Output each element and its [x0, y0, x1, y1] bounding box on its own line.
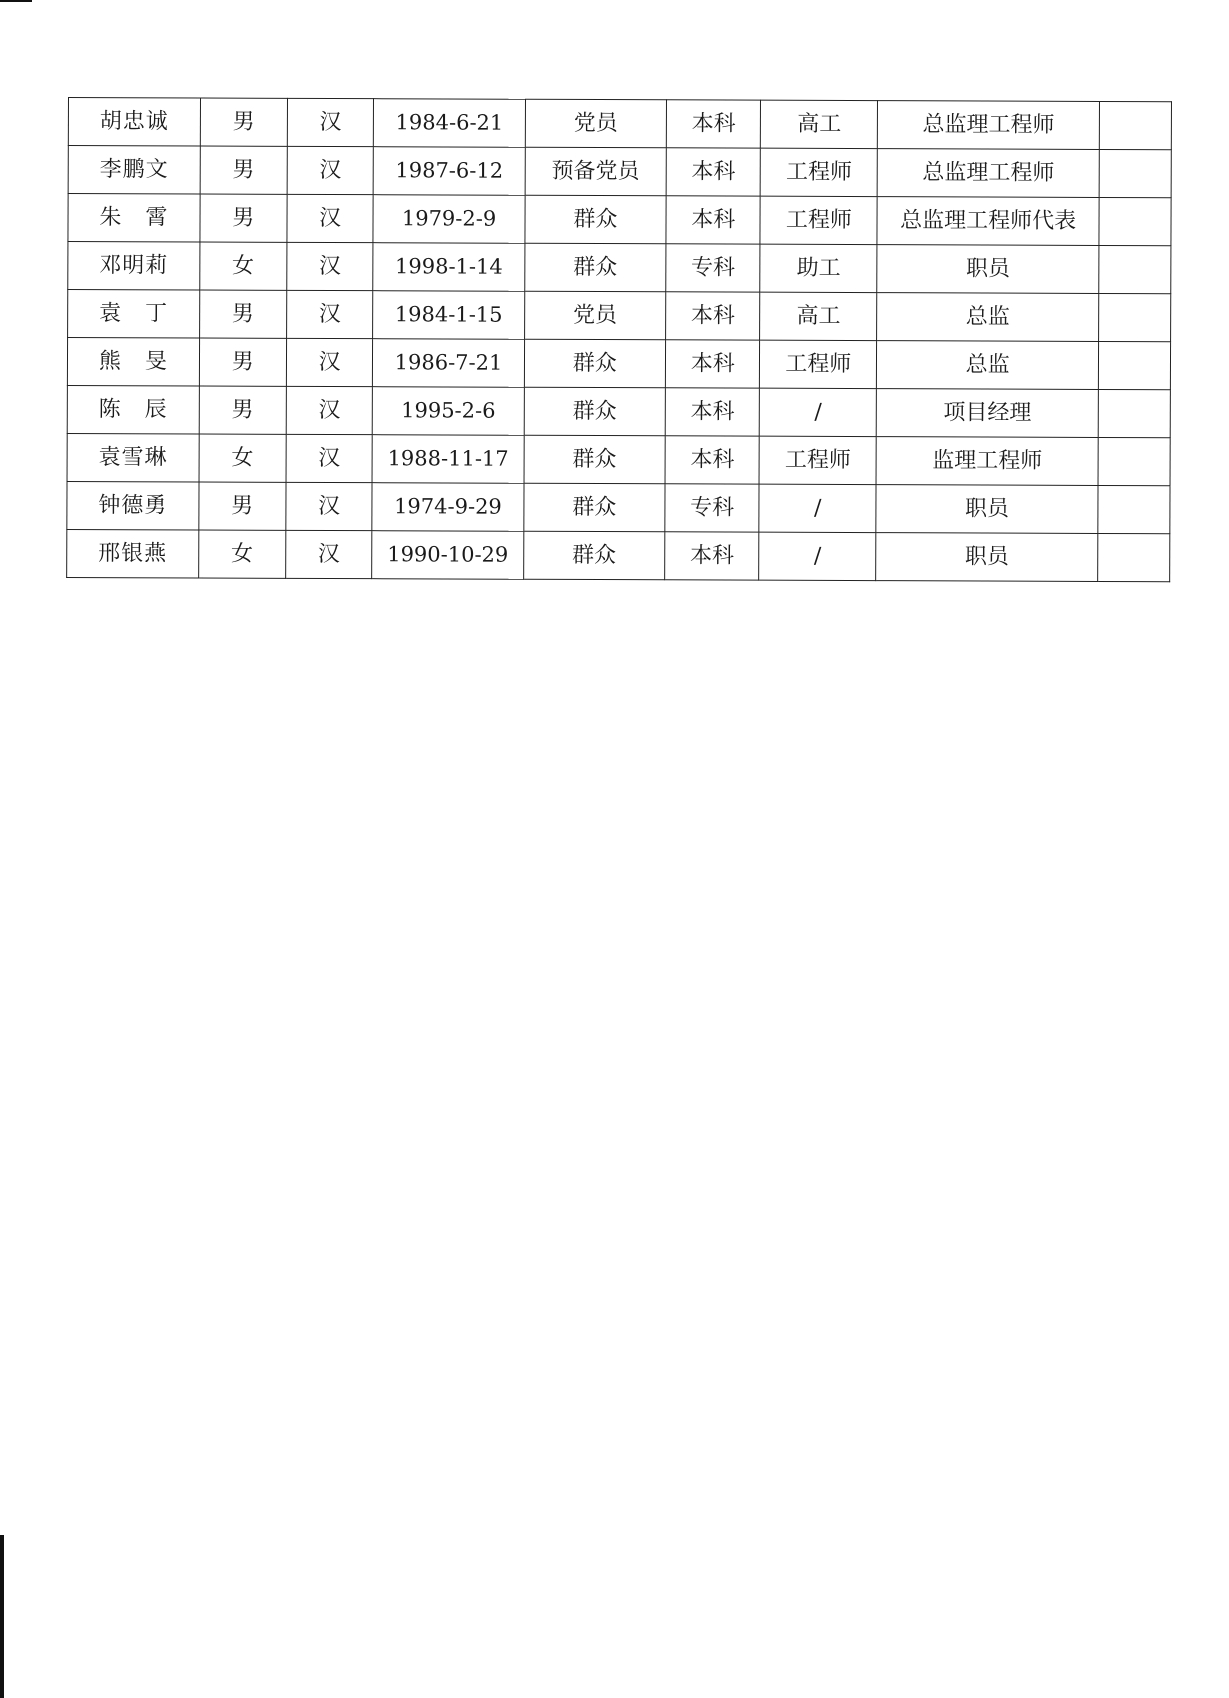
ethnicity-cell: 汉	[286, 434, 373, 482]
education-cell: 本科	[666, 196, 761, 244]
ethnicity-cell: 汉	[286, 290, 373, 338]
position-cell: 职员	[876, 485, 1098, 534]
education-cell: 本科	[665, 532, 760, 580]
position-cell: 职员	[877, 245, 1099, 294]
remarks-cell	[1098, 437, 1170, 485]
title-cell: 助工	[760, 244, 877, 292]
name-cell: 邢银燕	[67, 529, 199, 578]
position-cell: 总监理工程师	[878, 101, 1100, 150]
name-cell: 陈 辰	[67, 385, 199, 434]
title-cell: /	[759, 484, 876, 532]
remarks-cell	[1099, 101, 1171, 149]
education-cell: 本科	[666, 100, 761, 148]
table-row	[68, 290, 1171, 342]
political-status-cell: 群众	[524, 243, 666, 292]
remarks-cell	[1098, 485, 1170, 533]
political-status-cell: 党员	[524, 291, 666, 340]
birth-date-cell: 1998-1-14	[373, 243, 524, 292]
birth-date-cell: 1974-9-29	[372, 483, 523, 532]
title-cell: /	[760, 388, 877, 436]
birth-date-cell: 1995-2-6	[373, 387, 524, 436]
political-status-cell: 党员	[525, 99, 667, 148]
education-cell: 本科	[665, 388, 760, 436]
name-cell: 邓明莉	[68, 242, 200, 291]
table-row	[68, 146, 1171, 198]
education-cell: 本科	[665, 340, 760, 388]
ethnicity-cell: 汉	[285, 482, 372, 530]
name-cell: 熊 旻	[67, 338, 199, 387]
gender-cell: 男	[199, 290, 286, 338]
name-cell: 胡忠诚	[68, 98, 200, 147]
education-cell: 专科	[666, 244, 761, 292]
title-cell: 工程师	[760, 340, 877, 388]
education-cell: 本科	[666, 148, 761, 196]
table-row	[68, 98, 1171, 150]
education-cell: 本科	[666, 292, 761, 340]
gender-cell: 女	[199, 434, 286, 482]
position-cell: 总监理工程师	[877, 149, 1099, 198]
remarks-cell	[1099, 197, 1171, 245]
education-cell: 本科	[665, 436, 760, 484]
birth-date-cell: 1984-6-21	[374, 99, 525, 148]
remarks-cell	[1098, 389, 1170, 437]
remarks-cell	[1099, 149, 1171, 197]
gender-cell: 男	[199, 386, 286, 434]
position-cell: 总监	[877, 293, 1099, 342]
title-cell: 工程师	[761, 148, 878, 196]
table-row	[68, 194, 1171, 246]
title-cell: /	[759, 532, 876, 580]
title-cell: 工程师	[760, 196, 877, 244]
birth-date-cell: 1987-6-12	[374, 147, 525, 196]
ethnicity-cell: 汉	[286, 242, 373, 290]
remarks-cell	[1099, 245, 1171, 293]
name-cell: 钟德勇	[67, 481, 199, 530]
position-cell: 总监	[877, 341, 1099, 390]
table-row	[67, 385, 1170, 437]
title-cell: 高工	[761, 100, 878, 148]
political-status-cell: 预备党员	[525, 147, 667, 196]
scan-edge-mark-left	[0, 1535, 4, 1698]
ethnicity-cell: 汉	[287, 194, 374, 242]
remarks-cell	[1099, 293, 1171, 341]
birth-date-cell: 1979-2-9	[373, 195, 524, 244]
table-row	[67, 433, 1170, 485]
table-row	[67, 338, 1170, 390]
political-status-cell: 群众	[524, 339, 666, 388]
name-cell: 袁雪琳	[67, 433, 199, 482]
position-cell: 监理工程师	[876, 437, 1098, 486]
gender-cell: 男	[200, 194, 287, 242]
table-row	[67, 529, 1170, 581]
table-row	[67, 481, 1170, 533]
political-status-cell: 群众	[523, 531, 665, 580]
name-cell: 袁 丁	[68, 290, 200, 339]
position-cell: 总监理工程师代表	[877, 197, 1099, 246]
gender-cell: 男	[200, 146, 287, 194]
birth-date-cell: 1988-11-17	[372, 435, 523, 484]
gender-cell: 男	[200, 98, 287, 146]
table-row	[68, 242, 1171, 294]
name-cell: 朱 霄	[68, 194, 200, 243]
gender-cell: 女	[200, 242, 287, 290]
ethnicity-cell: 汉	[287, 146, 374, 194]
education-cell: 专科	[665, 484, 760, 532]
ethnicity-cell: 汉	[286, 386, 373, 434]
political-status-cell: 群众	[523, 483, 665, 532]
remarks-cell	[1098, 533, 1170, 581]
gender-cell: 男	[199, 482, 286, 530]
gender-cell: 女	[198, 530, 285, 578]
ethnicity-cell: 汉	[285, 530, 372, 578]
political-status-cell: 群众	[525, 195, 667, 244]
scan-edge-mark-top	[0, 0, 32, 2]
position-cell: 职员	[876, 533, 1098, 582]
ethnicity-cell: 汉	[286, 338, 373, 386]
birth-date-cell: 1986-7-21	[373, 339, 524, 388]
position-cell: 项目经理	[876, 389, 1098, 438]
name-cell: 李鹏文	[68, 146, 200, 195]
remarks-cell	[1098, 341, 1170, 389]
staff-table	[66, 97, 1172, 582]
political-status-cell: 群众	[524, 435, 666, 484]
birth-date-cell: 1984-1-15	[373, 291, 524, 340]
political-status-cell: 群众	[524, 387, 666, 436]
ethnicity-cell: 汉	[287, 98, 374, 146]
birth-date-cell: 1990-10-29	[372, 531, 523, 580]
gender-cell: 男	[199, 338, 286, 386]
title-cell: 高工	[760, 292, 877, 340]
title-cell: 工程师	[759, 436, 876, 484]
